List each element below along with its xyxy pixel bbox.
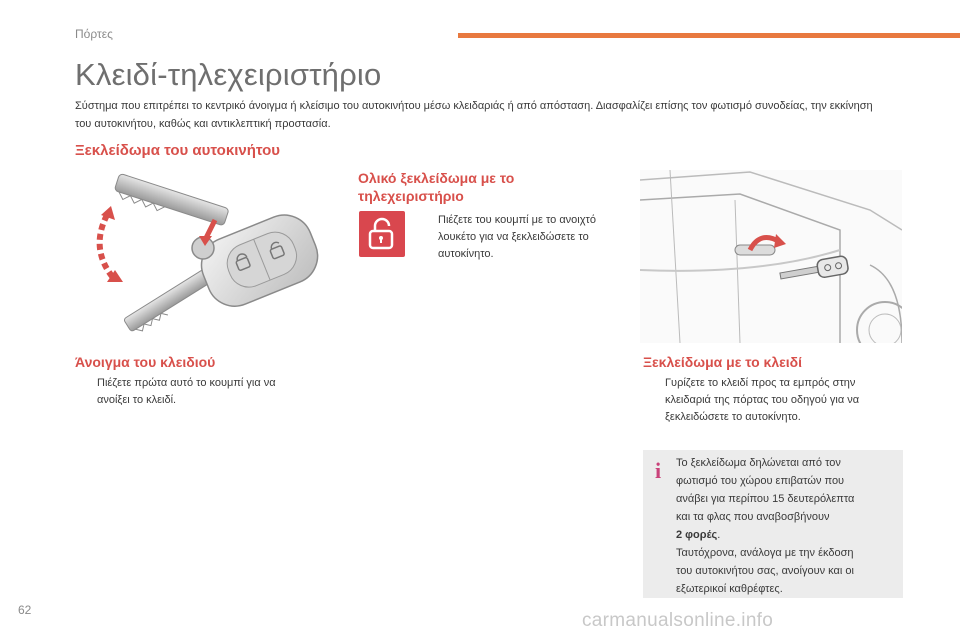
key-unlock-line3: ξεκλειδώσετε το αυτοκίνητο. <box>665 411 801 423</box>
key-fob-illustration <box>75 170 345 345</box>
key-opening-bullet <box>75 375 345 411</box>
key-unlock-bullet <box>643 375 913 427</box>
info-line8: εξωτερικοί καθρέφτες. <box>676 583 783 595</box>
remote-unlock-line2: λουκέτο για να ξεκλειδώσετε το <box>438 231 589 243</box>
section-label: Πόρτες <box>75 27 113 41</box>
info-line4: και τα φλας που αναβοσβήνουν <box>676 511 830 523</box>
remote-unlock-bullet <box>416 212 636 264</box>
info-line2: φωτισμό του χώρου επιβατών που <box>676 475 845 487</box>
remote-unlock-heading-line2: τηλεχειριστήριο <box>358 188 464 204</box>
main-heading: Ξεκλείδωμα του αυτοκινήτου <box>75 142 281 159</box>
key-unlock-line2: κλειδαριά της πόρτας του οδηγού για να <box>665 394 860 406</box>
unlock-padlock-icon <box>359 211 405 257</box>
watermark: carmanualsonline.info <box>582 610 774 631</box>
page-title: Κλειδί-τηλεχειριστήριο <box>75 57 382 92</box>
key-opening-line2: ανοίξει το κλειδί. <box>97 394 177 406</box>
info-line5-suffix: . <box>717 529 721 541</box>
intro-paragraph: Σύστημα που επιτρέπει το κεντρικό άνοιγμα ή κλείσιμο του αυτοκινήτου μέσω κλειδαριάς ή από απόσταση. Διασφαλίζει επίσης τον φωτισμό συνοδείας, την εκκίνηση του αυτοκινήτου, καθώς και αντικλεπτική προστασία. <box>75 100 873 130</box>
info-emphasis: 2 φορές <box>676 529 718 541</box>
info-icon: i <box>655 458 662 483</box>
remote-unlock-line3: αυτοκίνητο. <box>438 248 494 260</box>
info-line3: ανάβει για περίπου 15 δευτερόλεπτα <box>676 493 855 505</box>
header-accent-bar <box>458 33 960 38</box>
info-line5 <box>676 526 896 544</box>
info-line7: του αυτοκινήτου σας, ανοίγουν και οι <box>676 565 854 577</box>
key-unlock-line1: Γυρίζετε το κλειδί προς τα εμπρός στην <box>665 377 856 389</box>
info-line1: Το ξεκλείδωμα δηλώνεται από τον <box>676 457 841 469</box>
car-door-key-illustration <box>640 170 902 343</box>
key-opening-heading: Άνοιγμα του κλειδιού <box>75 354 216 370</box>
info-text <box>676 454 896 598</box>
remote-unlock-heading <box>358 169 514 205</box>
remote-unlock-line1: Πιέζετε του κουμπί με το ανοιχτό <box>438 214 596 226</box>
key-unlock-heading: Ξεκλείδωμα με το κλειδί <box>643 354 803 370</box>
info-line6: Ταυτόχρονα, ανάλογα με την έκδοση <box>676 547 854 559</box>
page-number: 62 <box>18 603 32 617</box>
key-opening-line1: Πιέζετε πρώτα αυτό το κουμπί για να <box>97 377 276 389</box>
remote-unlock-heading-line1: Ολικό ξεκλείδωμα με το <box>358 170 515 186</box>
